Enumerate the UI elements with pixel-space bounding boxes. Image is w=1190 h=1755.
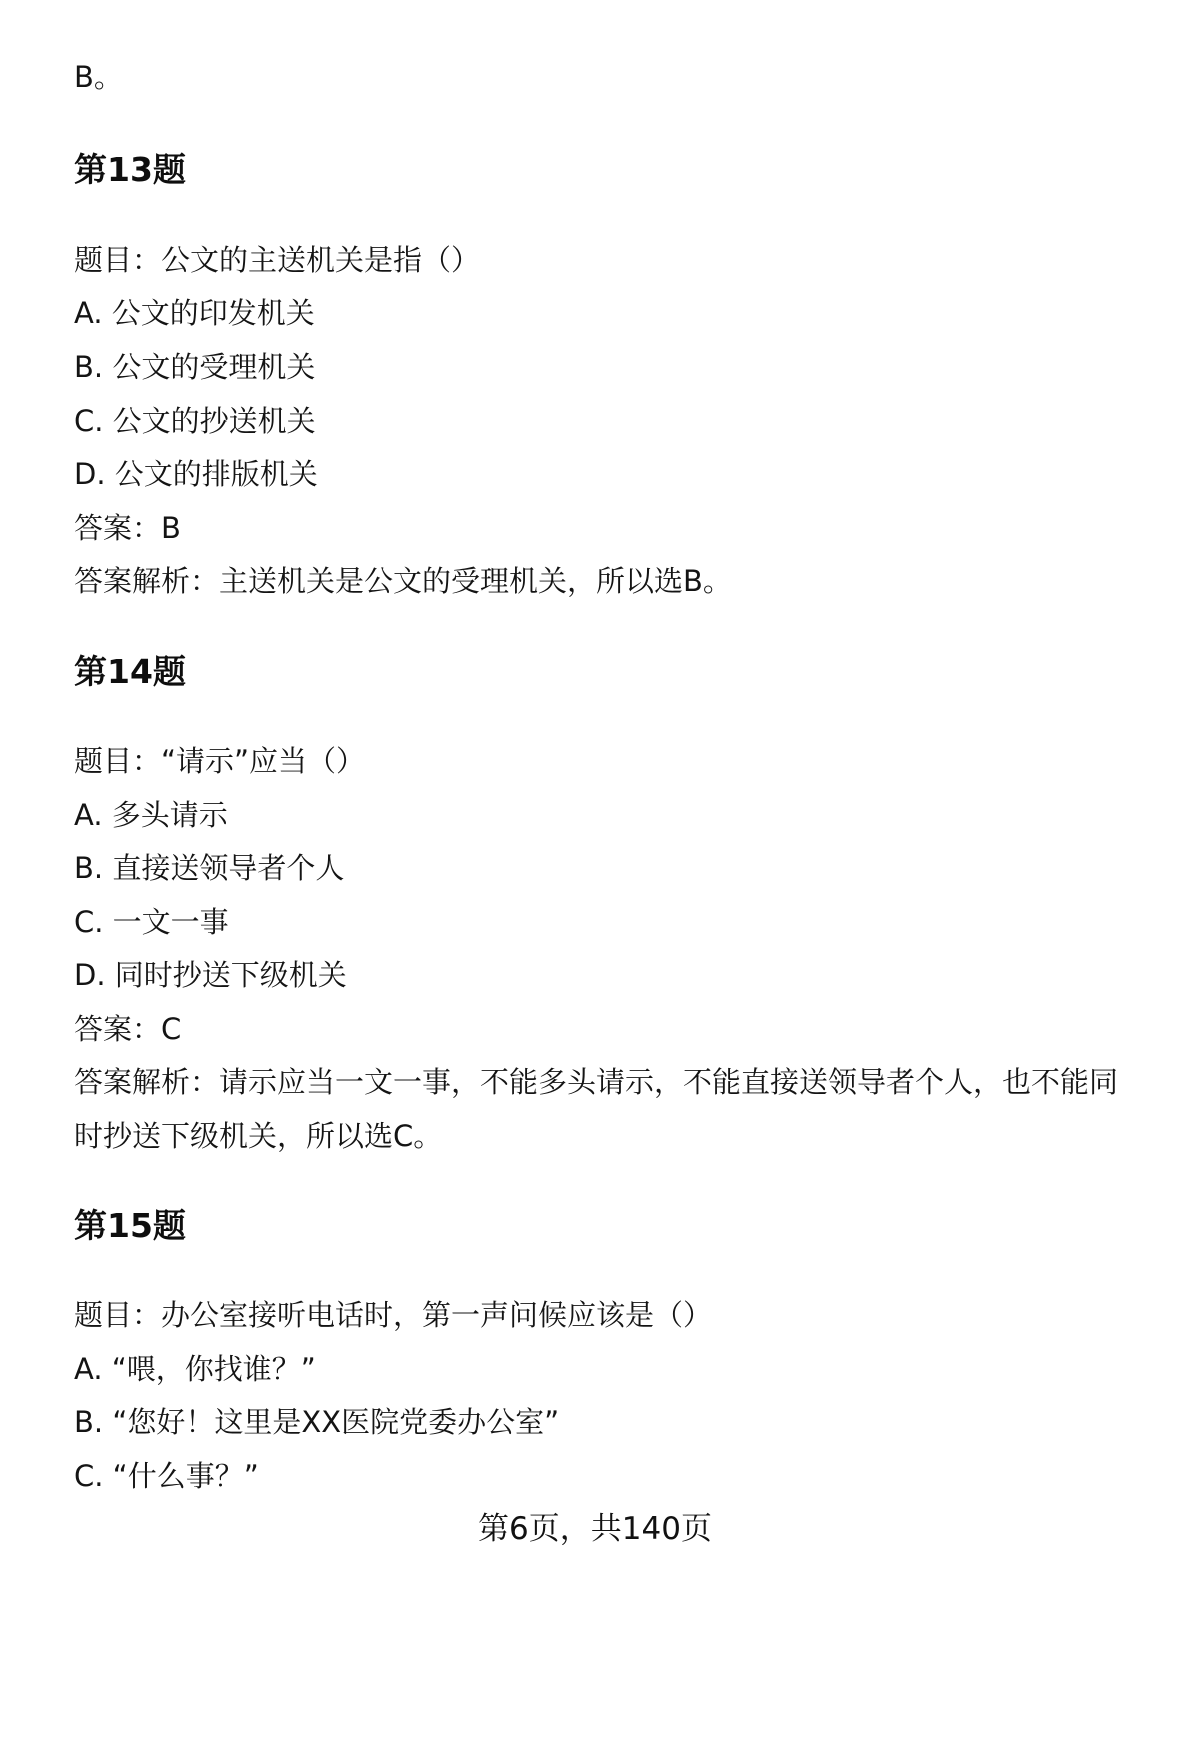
question-15-heading: 第15题 [74, 1206, 186, 1245]
question-13-answer: 答案：B [74, 511, 181, 545]
question-13-option-a: A. 公文的印发机关 [74, 296, 315, 330]
question-14-option-b: B. 直接送领导者个人 [74, 851, 345, 885]
page-number-footer: 第6页，共140页 [478, 1511, 712, 1547]
question-14-option-a: A. 多头请示 [74, 798, 228, 832]
question-15-option-b: B. “您好！这里是XX医院党委办公室” [74, 1405, 560, 1439]
question-13-heading: 第13题 [74, 150, 186, 189]
question-14-heading: 第14题 [74, 652, 186, 691]
previous-answer-tail: B。 [74, 60, 123, 94]
question-13-option-c: C. 公文的抄送机关 [74, 404, 316, 438]
question-13-text: 题目：公文的主送机关是指（） [74, 243, 481, 277]
question-15-option-a: A. “喂，你找谁？” [74, 1352, 316, 1386]
question-14-answer: 答案：C [74, 1012, 182, 1046]
question-14-text: 题目：“请示”应当（） [74, 744, 366, 778]
question-13-option-b: B. 公文的受理机关 [74, 350, 316, 384]
question-15-text: 题目：办公室接听电话时，第一声问候应该是（） [74, 1298, 713, 1332]
question-13-option-d: D. 公文的排版机关 [74, 457, 318, 491]
question-14-analysis-line-1: 答案解析：请示应当一文一事，不能多头请示，不能直接送领导者个人，也不能同 [74, 1065, 1119, 1099]
question-14-option-d: D. 同时抄送下级机关 [74, 958, 347, 992]
question-13-analysis: 答案解析：主送机关是公文的受理机关，所以选B。 [74, 564, 732, 598]
question-15-option-c: C. “什么事？” [74, 1459, 259, 1493]
question-14-analysis-line-2: 时抄送下级机关，所以选C。 [74, 1119, 443, 1153]
question-14-option-c: C. 一文一事 [74, 905, 229, 939]
